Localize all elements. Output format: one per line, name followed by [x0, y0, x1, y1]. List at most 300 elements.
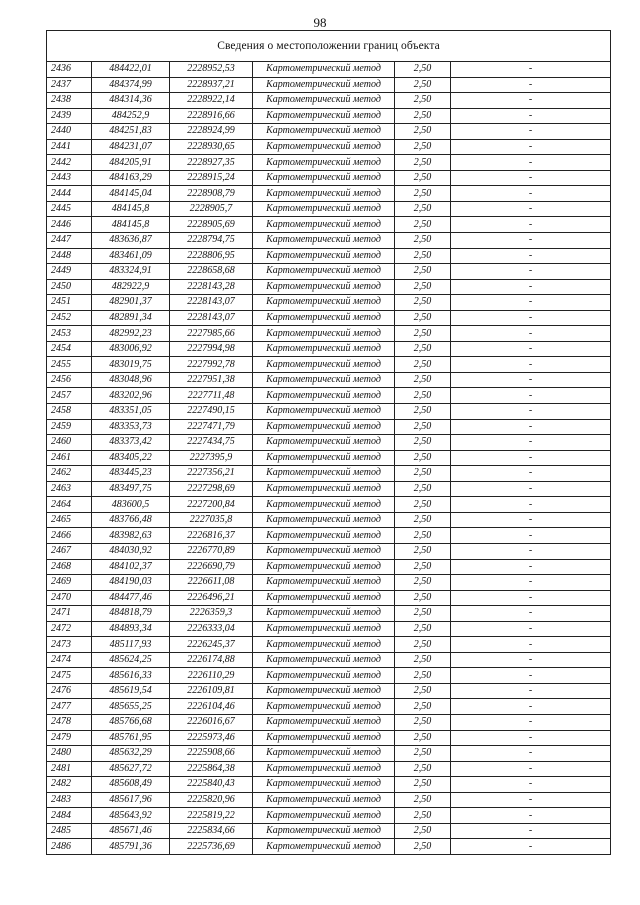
description-cell: - [451, 543, 611, 559]
x-coordinate-cell: 484205,91 [92, 155, 170, 171]
method-cell: Картометрический метод [253, 310, 395, 326]
y-coordinate-cell: 2225908,66 [170, 746, 253, 762]
description-cell: - [451, 761, 611, 777]
y-coordinate-cell: 2227434,75 [170, 435, 253, 451]
method-cell: Картометрический метод [253, 606, 395, 622]
description-cell: - [451, 435, 611, 451]
table-row [47, 823, 611, 839]
method-cell: Картометрический метод [253, 590, 395, 606]
method-cell: Картометрический метод [253, 279, 395, 295]
point-number-cell: 2443 [47, 170, 92, 186]
accuracy-cell: 2,50 [395, 637, 451, 653]
table-row [47, 621, 611, 637]
y-coordinate-cell: 2227200,84 [170, 497, 253, 513]
y-coordinate-cell: 2227985,66 [170, 326, 253, 342]
x-coordinate-cell: 485627,72 [92, 761, 170, 777]
accuracy-cell: 2,50 [395, 528, 451, 544]
table-row [47, 575, 611, 591]
y-coordinate-cell: 2227711,48 [170, 388, 253, 404]
method-cell: Картометрический метод [253, 62, 395, 78]
x-coordinate-cell: 484893,34 [92, 621, 170, 637]
y-coordinate-cell: 2228952,53 [170, 62, 253, 78]
x-coordinate-cell: 484145,04 [92, 186, 170, 202]
y-coordinate-cell: 2227992,78 [170, 357, 253, 373]
y-coordinate-cell: 2226770,89 [170, 543, 253, 559]
method-cell: Картометрический метод [253, 341, 395, 357]
method-cell: Картометрический метод [253, 528, 395, 544]
point-number-cell: 2461 [47, 450, 92, 466]
point-number-cell: 2437 [47, 77, 92, 93]
table-row [47, 777, 611, 793]
y-coordinate-cell: 2228930,65 [170, 139, 253, 155]
accuracy-cell: 2,50 [395, 372, 451, 388]
x-coordinate-cell: 483202,96 [92, 388, 170, 404]
table-row [47, 590, 611, 606]
y-coordinate-cell: 2228143,07 [170, 310, 253, 326]
point-number-cell: 2468 [47, 559, 92, 575]
x-coordinate-cell: 483461,09 [92, 248, 170, 264]
accuracy-cell: 2,50 [395, 543, 451, 559]
table-row [47, 279, 611, 295]
method-cell: Картометрический метод [253, 388, 395, 404]
accuracy-cell: 2,50 [395, 466, 451, 482]
description-cell: - [451, 606, 611, 622]
table-row [47, 357, 611, 373]
point-number-cell: 2485 [47, 823, 92, 839]
point-number-cell: 2462 [47, 466, 92, 482]
description-cell: - [451, 372, 611, 388]
x-coordinate-cell: 483353,73 [92, 419, 170, 435]
description-cell: - [451, 326, 611, 342]
x-coordinate-cell: 483324,91 [92, 264, 170, 280]
table-row [47, 62, 611, 78]
description-cell: - [451, 590, 611, 606]
method-cell: Картометрический метод [253, 559, 395, 575]
y-coordinate-cell: 2228143,07 [170, 295, 253, 311]
method-cell: Картометрический метод [253, 761, 395, 777]
point-number-cell: 2453 [47, 326, 92, 342]
y-coordinate-cell: 2225973,46 [170, 730, 253, 746]
table-row [47, 792, 611, 808]
x-coordinate-cell: 484145,8 [92, 201, 170, 217]
method-cell: Картометрический метод [253, 777, 395, 793]
x-coordinate-cell: 483019,75 [92, 357, 170, 373]
y-coordinate-cell: 2225819,22 [170, 808, 253, 824]
x-coordinate-cell: 485655,25 [92, 699, 170, 715]
method-cell: Картометрический метод [253, 372, 395, 388]
accuracy-cell: 2,50 [395, 823, 451, 839]
method-cell: Картометрический метод [253, 357, 395, 373]
y-coordinate-cell: 2225820,96 [170, 792, 253, 808]
x-coordinate-cell: 484030,92 [92, 543, 170, 559]
point-number-cell: 2439 [47, 108, 92, 124]
description-cell: - [451, 652, 611, 668]
table-row [47, 683, 611, 699]
method-cell: Картометрический метод [253, 217, 395, 233]
method-cell: Картометрический метод [253, 326, 395, 342]
point-number-cell: 2480 [47, 746, 92, 762]
table-row [47, 404, 611, 420]
table-title-row [47, 31, 611, 62]
y-coordinate-cell: 2228794,75 [170, 233, 253, 249]
table-row [47, 186, 611, 202]
accuracy-cell: 2,50 [395, 155, 451, 171]
method-cell: Картометрический метод [253, 233, 395, 249]
accuracy-cell: 2,50 [395, 295, 451, 311]
point-number-cell: 2470 [47, 590, 92, 606]
method-cell: Картометрический метод [253, 823, 395, 839]
point-number-cell: 2451 [47, 295, 92, 311]
table-row [47, 746, 611, 762]
table-row [47, 388, 611, 404]
accuracy-cell: 2,50 [395, 388, 451, 404]
point-number-cell: 2454 [47, 341, 92, 357]
x-coordinate-cell: 485617,96 [92, 792, 170, 808]
method-cell: Картометрический метод [253, 497, 395, 513]
description-cell: - [451, 450, 611, 466]
x-coordinate-cell: 485616,33 [92, 668, 170, 684]
point-number-cell: 2446 [47, 217, 92, 233]
point-number-cell: 2474 [47, 652, 92, 668]
y-coordinate-cell: 2227356,21 [170, 466, 253, 482]
point-number-cell: 2452 [47, 310, 92, 326]
accuracy-cell: 2,50 [395, 326, 451, 342]
accuracy-cell: 2,50 [395, 217, 451, 233]
x-coordinate-cell: 482891,34 [92, 310, 170, 326]
description-cell: - [451, 186, 611, 202]
x-coordinate-cell: 484374,99 [92, 77, 170, 93]
method-cell: Картометрический метод [253, 77, 395, 93]
table-row [47, 201, 611, 217]
x-coordinate-cell: 482922,9 [92, 279, 170, 295]
x-coordinate-cell: 483351,05 [92, 404, 170, 420]
method-cell: Картометрический метод [253, 419, 395, 435]
table-row [47, 497, 611, 513]
page-number: 98 [313, 15, 327, 30]
point-number-cell: 2466 [47, 528, 92, 544]
table-row [47, 761, 611, 777]
table-row [47, 699, 611, 715]
accuracy-cell: 2,50 [395, 264, 451, 280]
x-coordinate-cell: 484252,9 [92, 108, 170, 124]
table-row [47, 326, 611, 342]
accuracy-cell: 2,50 [395, 746, 451, 762]
x-coordinate-cell: 485632,29 [92, 746, 170, 762]
description-cell: - [451, 714, 611, 730]
method-cell: Картометрический метод [253, 108, 395, 124]
accuracy-cell: 2,50 [395, 714, 451, 730]
x-coordinate-cell: 483766,48 [92, 512, 170, 528]
table-row [47, 839, 611, 855]
x-coordinate-cell: 485619,54 [92, 683, 170, 699]
accuracy-cell: 2,50 [395, 668, 451, 684]
y-coordinate-cell: 2228927,35 [170, 155, 253, 171]
table-row [47, 714, 611, 730]
table-row [47, 93, 611, 109]
point-number-cell: 2460 [47, 435, 92, 451]
x-coordinate-cell: 484422,01 [92, 62, 170, 78]
table-title: Сведения о местоположении границ объекта [47, 31, 611, 62]
method-cell: Картометрический метод [253, 668, 395, 684]
x-coordinate-cell: 484251,83 [92, 124, 170, 140]
method-cell: Картометрический метод [253, 93, 395, 109]
description-cell: - [451, 637, 611, 653]
method-cell: Картометрический метод [253, 683, 395, 699]
x-coordinate-cell: 484314,36 [92, 93, 170, 109]
accuracy-cell: 2,50 [395, 839, 451, 855]
description-cell: - [451, 559, 611, 575]
table-row [47, 559, 611, 575]
y-coordinate-cell: 2227471,79 [170, 419, 253, 435]
x-coordinate-cell: 485791,36 [92, 839, 170, 855]
y-coordinate-cell: 2225840,43 [170, 777, 253, 793]
method-cell: Картометрический метод [253, 170, 395, 186]
accuracy-cell: 2,50 [395, 93, 451, 109]
table-row [47, 730, 611, 746]
method-cell: Картометрический метод [253, 124, 395, 140]
description-cell: - [451, 341, 611, 357]
accuracy-cell: 2,50 [395, 808, 451, 824]
x-coordinate-cell: 485761,95 [92, 730, 170, 746]
method-cell: Картометрический метод [253, 637, 395, 653]
description-cell: - [451, 170, 611, 186]
method-cell: Картометрический метод [253, 730, 395, 746]
description-cell: - [451, 310, 611, 326]
method-cell: Картометрический метод [253, 248, 395, 264]
y-coordinate-cell: 2227994,98 [170, 341, 253, 357]
description-cell: - [451, 777, 611, 793]
point-number-cell: 2465 [47, 512, 92, 528]
accuracy-cell: 2,50 [395, 652, 451, 668]
y-coordinate-cell: 2226611,08 [170, 575, 253, 591]
description-cell: - [451, 668, 611, 684]
accuracy-cell: 2,50 [395, 450, 451, 466]
x-coordinate-cell: 483600,5 [92, 497, 170, 513]
description-cell: - [451, 746, 611, 762]
table-row [47, 217, 611, 233]
point-number-cell: 2467 [47, 543, 92, 559]
x-coordinate-cell: 483373,42 [92, 435, 170, 451]
x-coordinate-cell: 482901,37 [92, 295, 170, 311]
method-cell: Картометрический метод [253, 575, 395, 591]
y-coordinate-cell: 2225834,66 [170, 823, 253, 839]
point-number-cell: 2481 [47, 761, 92, 777]
table-row [47, 264, 611, 280]
y-coordinate-cell: 2226245,37 [170, 637, 253, 653]
description-cell: - [451, 419, 611, 435]
table-row [47, 512, 611, 528]
y-coordinate-cell: 2225864,38 [170, 761, 253, 777]
description-cell: - [451, 481, 611, 497]
point-number-cell: 2478 [47, 714, 92, 730]
x-coordinate-cell: 484231,07 [92, 139, 170, 155]
accuracy-cell: 2,50 [395, 77, 451, 93]
table-row [47, 310, 611, 326]
table-body [47, 62, 611, 855]
point-number-cell: 2440 [47, 124, 92, 140]
point-number-cell: 2444 [47, 186, 92, 202]
accuracy-cell: 2,50 [395, 497, 451, 513]
x-coordinate-cell: 484477,46 [92, 590, 170, 606]
accuracy-cell: 2,50 [395, 575, 451, 591]
y-coordinate-cell: 2227035,8 [170, 512, 253, 528]
point-number-cell: 2476 [47, 683, 92, 699]
description-cell: - [451, 93, 611, 109]
y-coordinate-cell: 2227395,9 [170, 450, 253, 466]
description-cell: - [451, 388, 611, 404]
point-number-cell: 2482 [47, 777, 92, 793]
description-cell: - [451, 77, 611, 93]
table-row [47, 543, 611, 559]
description-cell: - [451, 108, 611, 124]
point-number-cell: 2463 [47, 481, 92, 497]
table-row [47, 295, 611, 311]
accuracy-cell: 2,50 [395, 777, 451, 793]
table-row [47, 668, 611, 684]
point-number-cell: 2471 [47, 606, 92, 622]
method-cell: Картометрический метод [253, 652, 395, 668]
accuracy-cell: 2,50 [395, 435, 451, 451]
point-number-cell: 2445 [47, 201, 92, 217]
table-row [47, 372, 611, 388]
accuracy-cell: 2,50 [395, 590, 451, 606]
y-coordinate-cell: 2226016,67 [170, 714, 253, 730]
y-coordinate-cell: 2228908,79 [170, 186, 253, 202]
y-coordinate-cell: 2226359,3 [170, 606, 253, 622]
point-number-cell: 2473 [47, 637, 92, 653]
point-number-cell: 2483 [47, 792, 92, 808]
x-coordinate-cell: 485624,25 [92, 652, 170, 668]
point-number-cell: 2438 [47, 93, 92, 109]
y-coordinate-cell: 2226333,04 [170, 621, 253, 637]
x-coordinate-cell: 483636,87 [92, 233, 170, 249]
accuracy-cell: 2,50 [395, 419, 451, 435]
table-row [47, 528, 611, 544]
y-coordinate-cell: 2226104,46 [170, 699, 253, 715]
table-row [47, 124, 611, 140]
table-row [47, 108, 611, 124]
description-cell: - [451, 699, 611, 715]
y-coordinate-cell: 2228905,69 [170, 217, 253, 233]
x-coordinate-cell: 484145,8 [92, 217, 170, 233]
point-number-cell: 2456 [47, 372, 92, 388]
description-cell: - [451, 575, 611, 591]
method-cell: Картометрический метод [253, 139, 395, 155]
method-cell: Картометрический метод [253, 714, 395, 730]
method-cell: Картометрический метод [253, 746, 395, 762]
method-cell: Картометрический метод [253, 512, 395, 528]
accuracy-cell: 2,50 [395, 683, 451, 699]
accuracy-cell: 2,50 [395, 108, 451, 124]
point-number-cell: 2472 [47, 621, 92, 637]
method-cell: Картометрический метод [253, 295, 395, 311]
x-coordinate-cell: 484818,79 [92, 606, 170, 622]
description-cell: - [451, 155, 611, 171]
description-cell: - [451, 295, 611, 311]
method-cell: Картометрический метод [253, 404, 395, 420]
y-coordinate-cell: 2228937,21 [170, 77, 253, 93]
description-cell: - [451, 124, 611, 140]
point-number-cell: 2449 [47, 264, 92, 280]
x-coordinate-cell: 485117,93 [92, 637, 170, 653]
method-cell: Картометрический метод [253, 699, 395, 715]
point-number-cell: 2457 [47, 388, 92, 404]
method-cell: Картометрический метод [253, 543, 395, 559]
y-coordinate-cell: 2228915,24 [170, 170, 253, 186]
accuracy-cell: 2,50 [395, 248, 451, 264]
description-cell: - [451, 264, 611, 280]
description-cell: - [451, 201, 611, 217]
table-row [47, 341, 611, 357]
accuracy-cell: 2,50 [395, 621, 451, 637]
table-row [47, 77, 611, 93]
description-cell: - [451, 217, 611, 233]
accuracy-cell: 2,50 [395, 233, 451, 249]
point-number-cell: 2479 [47, 730, 92, 746]
description-cell: - [451, 528, 611, 544]
y-coordinate-cell: 2228658,68 [170, 264, 253, 280]
table-row [47, 808, 611, 824]
method-cell: Картометрический метод [253, 466, 395, 482]
table-row [47, 139, 611, 155]
description-cell: - [451, 233, 611, 249]
y-coordinate-cell: 2226816,37 [170, 528, 253, 544]
point-number-cell: 2464 [47, 497, 92, 513]
x-coordinate-cell: 483982,63 [92, 528, 170, 544]
point-number-cell: 2441 [47, 139, 92, 155]
method-cell: Картометрический метод [253, 450, 395, 466]
point-number-cell: 2486 [47, 839, 92, 855]
accuracy-cell: 2,50 [395, 730, 451, 746]
y-coordinate-cell: 2226690,79 [170, 559, 253, 575]
method-cell: Картометрический метод [253, 808, 395, 824]
table-row [47, 435, 611, 451]
point-number-cell: 2447 [47, 233, 92, 249]
point-number-cell: 2442 [47, 155, 92, 171]
y-coordinate-cell: 2225736,69 [170, 839, 253, 855]
accuracy-cell: 2,50 [395, 279, 451, 295]
description-cell: - [451, 792, 611, 808]
y-coordinate-cell: 2226109,81 [170, 683, 253, 699]
description-cell: - [451, 279, 611, 295]
boundary-coordinates-table [46, 30, 611, 855]
accuracy-cell: 2,50 [395, 792, 451, 808]
point-number-cell: 2436 [47, 62, 92, 78]
description-cell: - [451, 357, 611, 373]
x-coordinate-cell: 485766,68 [92, 714, 170, 730]
accuracy-cell: 2,50 [395, 481, 451, 497]
accuracy-cell: 2,50 [395, 124, 451, 140]
x-coordinate-cell: 483006,92 [92, 341, 170, 357]
point-number-cell: 2484 [47, 808, 92, 824]
description-cell: - [451, 248, 611, 264]
description-cell: - [451, 808, 611, 824]
description-cell: - [451, 139, 611, 155]
description-cell: - [451, 497, 611, 513]
description-cell: - [451, 683, 611, 699]
point-number-cell: 2458 [47, 404, 92, 420]
x-coordinate-cell: 483445,23 [92, 466, 170, 482]
point-number-cell: 2477 [47, 699, 92, 715]
x-coordinate-cell: 483048,96 [92, 372, 170, 388]
accuracy-cell: 2,50 [395, 310, 451, 326]
point-number-cell: 2450 [47, 279, 92, 295]
method-cell: Картометрический метод [253, 839, 395, 855]
y-coordinate-cell: 2227951,38 [170, 372, 253, 388]
y-coordinate-cell: 2228143,28 [170, 279, 253, 295]
description-cell: - [451, 730, 611, 746]
description-cell: - [451, 62, 611, 78]
